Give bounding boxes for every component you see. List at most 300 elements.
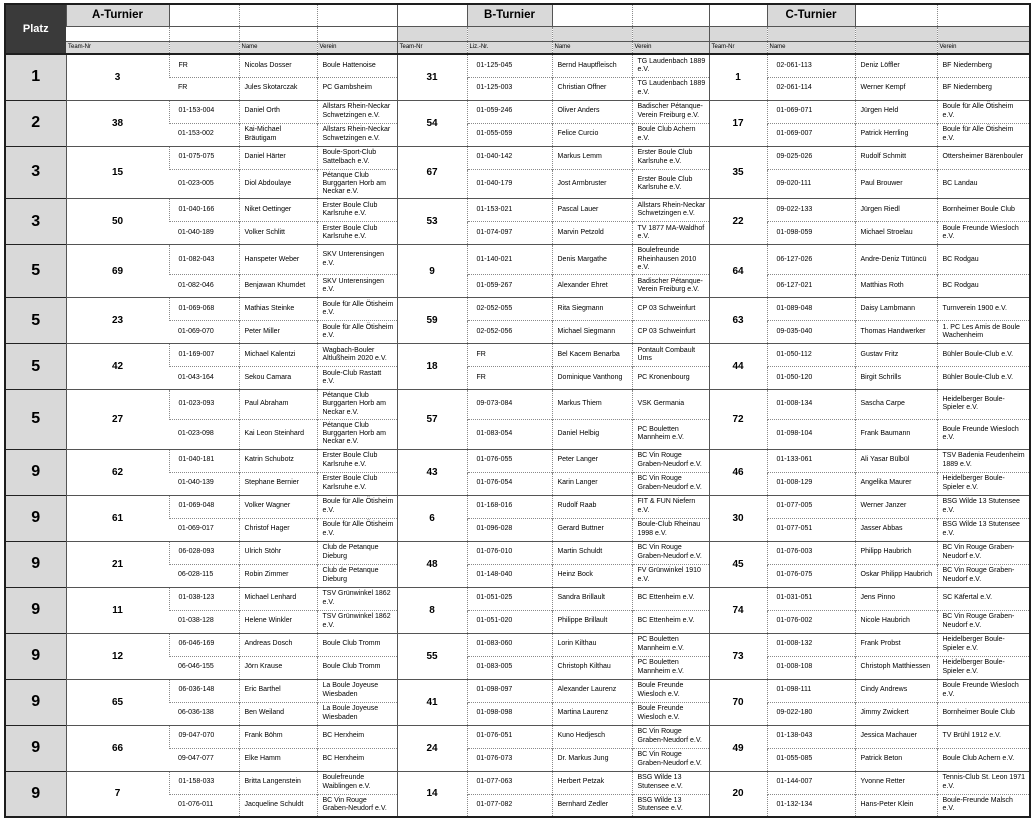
header-blank-cell <box>239 4 317 26</box>
c-player-name-cell: Werner Kempf <box>855 77 937 100</box>
b-license-cell: 01-077-063 <box>467 771 552 794</box>
b-player-name-cell: Denis Margathe <box>552 245 632 275</box>
c-name-label: Name <box>767 41 855 54</box>
b-license-cell: 01-059-267 <box>467 275 552 298</box>
platz-cell: 5 <box>5 245 66 298</box>
b-player-name-cell: Kuno Hedjesch <box>552 725 632 748</box>
a-license-cell: 06-046-155 <box>169 656 239 679</box>
a-license-cell: 01-038-128 <box>169 610 239 633</box>
c-team-number-cell: 63 <box>709 298 767 344</box>
a-team-number-cell: 23 <box>66 298 169 344</box>
b-club-cell: Badischer Pétanque-Verein Freiburg e.V. <box>632 275 709 298</box>
a-license-cell: 01-082-046 <box>169 275 239 298</box>
c-player-name-cell: Werner Janzer <box>855 495 937 518</box>
a-player-name-cell: Elke Hamm <box>239 748 317 771</box>
c-license-cell: 01-008-134 <box>767 390 855 420</box>
a-player-name-cell: Ben Weiland <box>239 702 317 725</box>
b-player-name-cell: Gerard Buttner <box>552 518 632 541</box>
b-license-cell: 01-051-020 <box>467 610 552 633</box>
c-club-cell: Boule für Alle Ötisheim e.V. <box>937 123 1030 146</box>
b-club-cell: Erster Boule Club Karlsruhe e.V. <box>632 169 709 199</box>
c-player-name-cell: Jasser Abbas <box>855 518 937 541</box>
platz-cell: 9 <box>5 449 66 495</box>
b-club-cell: FV Grünwinkel 1910 e.V. <box>632 564 709 587</box>
platz-cell: 3 <box>5 199 66 245</box>
c-license-cell: 01-077-005 <box>767 495 855 518</box>
b-license-cell: 01-098-098 <box>467 702 552 725</box>
b-player-name-cell: Daniel Helbig <box>552 419 632 449</box>
result-group-row1 <box>5 725 1030 748</box>
b-license-cell: 01-051-025 <box>467 587 552 610</box>
c-team-number-cell: 73 <box>709 633 767 679</box>
b-team-number-cell: 14 <box>397 771 467 817</box>
a-club-cell: Erster Boule Club Karlsruhe e.V. <box>317 199 397 222</box>
a-player-name-cell: Hanspeter Weber <box>239 245 317 275</box>
b-player-name-cell: Bernd Hauptfleisch <box>552 54 632 77</box>
a-license-cell: 06-028-093 <box>169 541 239 564</box>
tournament-results-table <box>4 3 1031 818</box>
header-blank-cell <box>855 26 937 41</box>
c-club-cell: Tennis-Club St. Leon 1971 e.V. <box>937 771 1030 794</box>
b-club-cell: BC Ettenheim e.V. <box>632 610 709 633</box>
b-player-name-cell: Felice Curcio <box>552 123 632 146</box>
a-license-cell: 01-043-164 <box>169 367 239 390</box>
a-license-cell: 09-047-070 <box>169 725 239 748</box>
b-club-cell: CP 03 Schweinfurt <box>632 321 709 344</box>
c-team-number-cell: 45 <box>709 541 767 587</box>
platz-cell: 5 <box>5 344 66 390</box>
c-player-name-cell: Gustav Fritz <box>855 344 937 367</box>
b-player-name-cell: Bel Kacem Benarba <box>552 344 632 367</box>
c-player-name-cell: Rudolf Schmitt <box>855 146 937 169</box>
c-license-cell: 01-031-051 <box>767 587 855 610</box>
b-player-name-cell: Alexander Laurenz <box>552 679 632 702</box>
c-license-cell: 01-008-132 <box>767 633 855 656</box>
c-license-cell: 01-089-048 <box>767 298 855 321</box>
c-team-number-cell: 20 <box>709 771 767 817</box>
header-blank-cell <box>709 4 767 26</box>
platz-cell: 5 <box>5 390 66 450</box>
b-club-cell: CP 03 Schweinfurt <box>632 298 709 321</box>
a-license-cell: 01-153-002 <box>169 123 239 146</box>
a-club-cell: BC Vin Rouge Graben-Neudorf e.V. <box>317 794 397 817</box>
c-license-cell: 01-144-007 <box>767 771 855 794</box>
result-group-row1 <box>5 298 1030 321</box>
a-club-cell: Boule Club Tromm <box>317 633 397 656</box>
c-turnier-title: C-Turnier <box>767 4 855 26</box>
b-club-cell: TV 1877 MA-Waldhof e.V. <box>632 222 709 245</box>
a-license-cell: 01-038-123 <box>169 587 239 610</box>
result-group-row1 <box>5 587 1030 610</box>
b-player-name-cell: Martina Laurenz <box>552 702 632 725</box>
header-blank-cell <box>709 26 767 41</box>
c-club-cell: BC Landau <box>937 169 1030 199</box>
b-player-name-cell: Oliver Anders <box>552 100 632 123</box>
a-team-number-cell: 27 <box>66 390 169 450</box>
header-blank-cell <box>552 4 632 26</box>
a-player-name-cell: Daniel Härter <box>239 146 317 169</box>
a-player-name-cell: Britta Langenstein <box>239 771 317 794</box>
a-license-cell: 01-075-075 <box>169 146 239 169</box>
b-team-number-cell: 54 <box>397 100 467 146</box>
platz-cell: 5 <box>5 298 66 344</box>
c-club-cell: BF Niedernberg <box>937 54 1030 77</box>
a-license-cell: FR <box>169 77 239 100</box>
result-group-row1 <box>5 54 1030 77</box>
b-club-cell: Boule Freunde Wiesloch e.V. <box>632 702 709 725</box>
a-player-name-cell: Katrin Schubotz <box>239 449 317 472</box>
result-group-row1 <box>5 344 1030 367</box>
a-club-cell: Pétanque Club Burggarten Horb am Neckar e.V. <box>317 419 397 449</box>
c-club-cell: 1. PC Les Amis de Boule Wachenheim <box>937 321 1030 344</box>
a-club-cell: Erster Boule Club Karlsruhe e.V. <box>317 449 397 472</box>
c-license-cell: 01-069-007 <box>767 123 855 146</box>
c-club-cell: Boule Freunde Wiesloch e.V. <box>937 222 1030 245</box>
b-club-cell: Boule Club Achern e.V. <box>632 123 709 146</box>
c-club-cell: TSV Badenia Feudenheim 1889 e.V. <box>937 449 1030 472</box>
c-name2-label <box>855 41 937 54</box>
a-license-cell: 01-069-017 <box>169 518 239 541</box>
b-license-cell: 01-074-097 <box>467 222 552 245</box>
a-team-number-cell: 11 <box>66 587 169 633</box>
b-license-cell: 02-052-055 <box>467 298 552 321</box>
a-club-cell: Boule-Sport-Club Sattelbach e.V. <box>317 146 397 169</box>
platz-cell: 1 <box>5 54 66 100</box>
a-team-number-cell: 66 <box>66 725 169 771</box>
a-player-name-cell: Frank Böhm <box>239 725 317 748</box>
a-player-name-cell: Jacqueline Schuldt <box>239 794 317 817</box>
b-license-cell: 09-073-084 <box>467 390 552 420</box>
result-group-row1 <box>5 199 1030 222</box>
b-player-name-cell: Karin Langer <box>552 472 632 495</box>
c-player-name-cell: Cindy Andrews <box>855 679 937 702</box>
c-player-name-cell: Nicole Haubrich <box>855 610 937 633</box>
b-team-number-cell: 18 <box>397 344 467 390</box>
a-club-cell: TSV Grünwinkel 1862 e.V. <box>317 610 397 633</box>
a-team-number-cell: 69 <box>66 245 169 298</box>
c-player-name-cell: Jimmy Zwickert <box>855 702 937 725</box>
a-club-cell: Club de Petanque Dieburg <box>317 541 397 564</box>
c-license-cell: 09-025-026 <box>767 146 855 169</box>
b-license-cell: 01-076-051 <box>467 725 552 748</box>
b-player-name-cell: Pascal Lauer <box>552 199 632 222</box>
b-liz-label: Liz.-Nr. <box>467 41 552 54</box>
a-license-cell: 01-069-048 <box>169 495 239 518</box>
b-team-number-cell: 48 <box>397 541 467 587</box>
c-player-name-cell: Paul Brouwer <box>855 169 937 199</box>
b-club-cell: BC Vin Rouge Graben-Neudorf e.V. <box>632 541 709 564</box>
c-team-number-cell: 1 <box>709 54 767 100</box>
result-group-row1 <box>5 679 1030 702</box>
platz-cell: 9 <box>5 679 66 725</box>
b-player-name-cell: Michael Siegmann <box>552 321 632 344</box>
a-club-cell: BC Herxheim <box>317 748 397 771</box>
c-license-cell: 01-076-075 <box>767 564 855 587</box>
b-club-cell: Badischer Pétanque-Verein Freiburg e.V. <box>632 100 709 123</box>
b-player-name-cell: Rita Siegmann <box>552 298 632 321</box>
a-club-cell: Wagbach-Bouler Altlußheim 2020 e.V. <box>317 344 397 367</box>
a-verein-label: Verein <box>317 41 397 54</box>
header-blank-cell <box>169 4 239 26</box>
c-club-cell: BF Niedernberg <box>937 77 1030 100</box>
a-player-name-cell: Eric Barthel <box>239 679 317 702</box>
b-player-name-cell: Herbert Petzak <box>552 771 632 794</box>
c-club-cell: TV Brühl 1912 e.V. <box>937 725 1030 748</box>
b-club-cell: Boule Freunde Wiesloch e.V. <box>632 679 709 702</box>
b-club-cell: BSG Wilde 13 Stutensee e.V. <box>632 794 709 817</box>
a-team-number-cell: 15 <box>66 146 169 199</box>
c-club-cell: Heidelberger Boule-Spieler e.V. <box>937 472 1030 495</box>
header-blank-cell <box>552 26 632 41</box>
header-blank-cell <box>937 4 1030 26</box>
b-club-cell: PC Kronenbourg <box>632 367 709 390</box>
a-name-label: Name <box>239 41 317 54</box>
b-club-cell: PC Bouletten Mannheim e.V. <box>632 656 709 679</box>
c-player-name-cell: Matthias Roth <box>855 275 937 298</box>
b-team-number-cell: 57 <box>397 390 467 450</box>
b-player-name-cell: Philippe Brillault <box>552 610 632 633</box>
b-team-number-cell: 43 <box>397 449 467 495</box>
b-club-cell: BC Vin Rouge Graben-Neudorf e.V. <box>632 725 709 748</box>
a-club-cell: Boule Hattenoise <box>317 54 397 77</box>
b-license-cell: 01-140-021 <box>467 245 552 275</box>
a-player-name-cell: Michael Kalentzi <box>239 344 317 367</box>
result-group-row1 <box>5 390 1030 420</box>
a-license-cell: 01-169-007 <box>169 344 239 367</box>
a-club-cell: Pétanque Club Burggarten Horb am Neckar e.V. <box>317 390 397 420</box>
c-license-cell: 06-127-021 <box>767 275 855 298</box>
c-club-cell: Heidelberger Boule-Spieler e.V. <box>937 656 1030 679</box>
c-license-cell: 01-132-134 <box>767 794 855 817</box>
c-player-name-cell: Angelika Maurer <box>855 472 937 495</box>
b-team-number-cell: 53 <box>397 199 467 245</box>
header-blank-cell <box>397 4 467 26</box>
header-blank-cell <box>467 26 552 41</box>
c-player-name-cell: Jessica Machauer <box>855 725 937 748</box>
b-license-cell: 01-083-005 <box>467 656 552 679</box>
b-player-name-cell: Dr. Markus Jung <box>552 748 632 771</box>
a-license-cell: 06-028-115 <box>169 564 239 587</box>
result-group-row1 <box>5 541 1030 564</box>
header-row-spacer <box>5 26 1030 41</box>
c-club-cell: Bornheimer Boule Club <box>937 199 1030 222</box>
b-teamnr-label: Team-Nr <box>397 41 467 54</box>
c-club-cell: BSG Wilde 13 Stutensee e.V. <box>937 495 1030 518</box>
b-license-cell: 01-125-003 <box>467 77 552 100</box>
a-license-cell: 01-023-005 <box>169 169 239 199</box>
a-club-cell: Boulefreunde Waiblingen e.V. <box>317 771 397 794</box>
a-player-name-cell: Volker Schlitt <box>239 222 317 245</box>
a-license-cell: 01-040-166 <box>169 199 239 222</box>
b-player-name-cell: Bernhard Zedler <box>552 794 632 817</box>
b-license-cell: 01-168-016 <box>467 495 552 518</box>
b-player-name-cell: Markus Thiem <box>552 390 632 420</box>
b-team-number-cell: 67 <box>397 146 467 199</box>
c-player-name-cell: Oskar Philipp Haubrich <box>855 564 937 587</box>
b-license-cell: 01-096-028 <box>467 518 552 541</box>
a-player-name-cell: Helene Winkler <box>239 610 317 633</box>
a-player-name-cell: Stephane Bernier <box>239 472 317 495</box>
a-club-cell: Allstars Rhein-Neckar Schwetzingen e.V. <box>317 100 397 123</box>
result-group-row1 <box>5 100 1030 123</box>
b-license-cell: 01-059-246 <box>467 100 552 123</box>
b-club-cell: Erster Boule Club Karlsruhe e.V. <box>632 146 709 169</box>
b-player-name-cell: Sandra Brillault <box>552 587 632 610</box>
c-player-name-cell: Christoph Matthiessen <box>855 656 937 679</box>
b-club-cell: PC Bouletten Mannheim e.V. <box>632 633 709 656</box>
c-club-cell: Bühler Boule-Club e.V. <box>937 367 1030 390</box>
result-group-row1 <box>5 449 1030 472</box>
b-license-cell: 01-098-097 <box>467 679 552 702</box>
a-license-cell: 09-047-077 <box>169 748 239 771</box>
a-license-cell: 06-036-138 <box>169 702 239 725</box>
header-row-columns <box>5 41 1030 54</box>
b-name-label: Name <box>552 41 632 54</box>
header-blank-cell <box>169 26 239 41</box>
c-license-cell: 01-076-002 <box>767 610 855 633</box>
c-player-name-cell: Frank Baumann <box>855 419 937 449</box>
c-club-cell: Boule Club Achern e.V. <box>937 748 1030 771</box>
a-player-name-cell: Nicolas Dosser <box>239 54 317 77</box>
a-player-name-cell: Sekou Camara <box>239 367 317 390</box>
header-blank-cell <box>317 4 397 26</box>
c-team-number-cell: 22 <box>709 199 767 245</box>
header-blank-cell <box>66 26 169 41</box>
c-team-number-cell: 46 <box>709 449 767 495</box>
c-team-number-cell: 72 <box>709 390 767 450</box>
c-player-name-cell: Patrick Herrling <box>855 123 937 146</box>
a-club-cell: TSV Grünwinkel 1862 e.V. <box>317 587 397 610</box>
header-blank-cell <box>855 4 937 26</box>
a-team-number-cell: 42 <box>66 344 169 390</box>
b-team-number-cell: 31 <box>397 54 467 100</box>
platz-cell: 9 <box>5 587 66 633</box>
c-license-cell: 06-127-026 <box>767 245 855 275</box>
c-club-cell: Bühler Boule-Club e.V. <box>937 344 1030 367</box>
b-license-cell: 02-052-056 <box>467 321 552 344</box>
c-license-cell: 01-050-120 <box>767 367 855 390</box>
c-player-name-cell: Sascha Carpe <box>855 390 937 420</box>
c-player-name-cell: Yvonne Retter <box>855 771 937 794</box>
result-group-row1 <box>5 495 1030 518</box>
c-team-number-cell: 70 <box>709 679 767 725</box>
c-teamnr-label: Team-Nr <box>709 41 767 54</box>
c-club-cell: Ottersheimer Bärenbouler <box>937 146 1030 169</box>
c-club-cell: Bornheimer Boule Club <box>937 702 1030 725</box>
a-club-cell: Erster Boule Club Karlsruhe e.V. <box>317 472 397 495</box>
header-blank-cell <box>632 26 709 41</box>
b-license-cell: 01-083-054 <box>467 419 552 449</box>
c-license-cell: 01-050-112 <box>767 344 855 367</box>
a-player-name-cell: Diol Abdoulaye <box>239 169 317 199</box>
b-player-name-cell: Lorin Kilthau <box>552 633 632 656</box>
b-turnier-title: B-Turnier <box>467 4 552 26</box>
header-row-turnier <box>5 4 1030 26</box>
b-club-cell: TG Laudenbach 1889 e.V. <box>632 77 709 100</box>
c-team-number-cell: 49 <box>709 725 767 771</box>
a-player-name-cell: Andreas Dosch <box>239 633 317 656</box>
c-license-cell: 01-098-111 <box>767 679 855 702</box>
a-player-name-cell: Peter Miller <box>239 321 317 344</box>
c-team-number-cell: 35 <box>709 146 767 199</box>
c-club-cell: BC Vin Rouge Graben-Neudorf e.V. <box>937 541 1030 564</box>
c-license-cell: 01-055-085 <box>767 748 855 771</box>
a-license-cell: 01-040-189 <box>169 222 239 245</box>
a-player-name-cell: Benjawan Khumdet <box>239 275 317 298</box>
c-team-number-cell: 30 <box>709 495 767 541</box>
a-license-cell: 01-069-070 <box>169 321 239 344</box>
c-club-cell: Heidelberger Boule-Spieler e.V. <box>937 633 1030 656</box>
c-player-name-cell: Thomas Handwerker <box>855 321 937 344</box>
a-license-cell: FR <box>169 54 239 77</box>
a-club-cell: La Boule Joyeuse Wiesbaden <box>317 679 397 702</box>
a-club-cell: Boule Club Tromm <box>317 656 397 679</box>
b-player-name-cell: Jost Armbruster <box>552 169 632 199</box>
c-player-name-cell: Andre-Deniz Tütüncü <box>855 245 937 275</box>
b-player-name-cell: Rudolf Raab <box>552 495 632 518</box>
a-club-cell: Pétanque Club Burggarten Horb am Neckar e.V. <box>317 169 397 199</box>
platz-cell: 9 <box>5 633 66 679</box>
c-license-cell: 01-069-071 <box>767 100 855 123</box>
c-license-cell: 01-008-108 <box>767 656 855 679</box>
b-player-name-cell: Christoph Kilthau <box>552 656 632 679</box>
c-player-name-cell: Philipp Haubrich <box>855 541 937 564</box>
b-license-cell: 01-077-082 <box>467 794 552 817</box>
b-team-number-cell: 59 <box>397 298 467 344</box>
result-group-row1 <box>5 633 1030 656</box>
b-license-cell: 01-125-045 <box>467 54 552 77</box>
a-player-name-cell: Mathias Steinke <box>239 298 317 321</box>
c-club-cell: BC Rodgau <box>937 245 1030 275</box>
a-player-name-cell: Michael Lenhard <box>239 587 317 610</box>
c-club-cell: Boule-Freunde Malsch e.V. <box>937 794 1030 817</box>
b-club-cell: FIT & FUN Niefern e.V. <box>632 495 709 518</box>
header-blank-cell <box>239 26 317 41</box>
b-player-name-cell: Heinz Bock <box>552 564 632 587</box>
c-player-name-cell: Jürgen Held <box>855 100 937 123</box>
b-club-cell: Boulefreunde Rheinhausen 2010 e.V. <box>632 245 709 275</box>
header-blank-cell <box>397 26 467 41</box>
b-team-number-cell: 8 <box>397 587 467 633</box>
b-club-cell: BC Vin Rouge Graben-Neudorf e.V. <box>632 449 709 472</box>
a-club-cell: PC Gambsheim <box>317 77 397 100</box>
c-player-name-cell: Ali Yasar Bülbül <box>855 449 937 472</box>
platz-cell: 9 <box>5 725 66 771</box>
a-license-cell: 01-076-011 <box>169 794 239 817</box>
b-license-cell: 01-076-055 <box>467 449 552 472</box>
platz-cell: 2 <box>5 100 66 146</box>
b-player-name-cell: Dominique Vanthong <box>552 367 632 390</box>
b-club-cell: Boule-Club Rheinau 1998 e.V. <box>632 518 709 541</box>
a-license-cell: 01-040-139 <box>169 472 239 495</box>
a-license-cell: 01-158-033 <box>169 771 239 794</box>
c-club-cell: BSG Wilde 13 Stutensee e.V. <box>937 518 1030 541</box>
a-player-name-cell: Niket Oettinger <box>239 199 317 222</box>
c-license-cell: 09-035-040 <box>767 321 855 344</box>
a-club-cell: Club de Petanque Dieburg <box>317 564 397 587</box>
a-team-number-cell: 65 <box>66 679 169 725</box>
platz-cell: 3 <box>5 146 66 199</box>
b-club-cell: Pontault Combault Ums <box>632 344 709 367</box>
a-club-cell: Boule für Alle Ötisheim e.V. <box>317 495 397 518</box>
platz-cell: 9 <box>5 495 66 541</box>
c-license-cell: 01-008-129 <box>767 472 855 495</box>
table-body <box>5 54 1030 817</box>
a-club-cell: Erster Boule Club Karlsruhe e.V. <box>317 222 397 245</box>
a-team-number-cell: 62 <box>66 449 169 495</box>
b-license-cell: 01-076-073 <box>467 748 552 771</box>
c-license-cell: 09-022-180 <box>767 702 855 725</box>
